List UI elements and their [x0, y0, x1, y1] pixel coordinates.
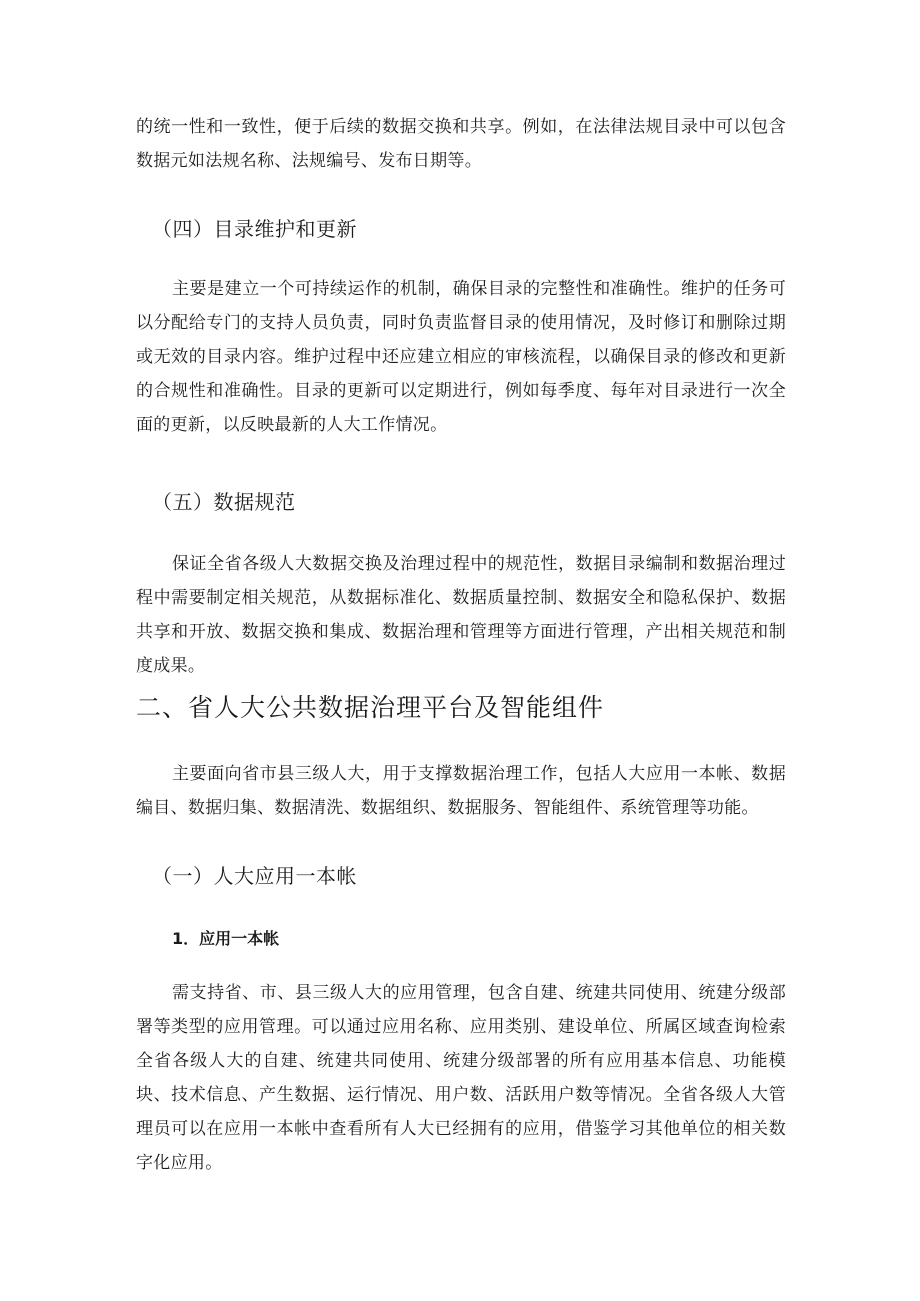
chapter-heading-platform: 二、省人大公共数据治理平台及智能组件	[136, 693, 605, 722]
paragraph-maintenance: 主要是建立一个可持续运作的机制，确保目录的完整性和准确性。维护的任务可以分配给专门的支持人员负责，同时负责监督目录的使用情况，及时修订和删除过期或无效的目录内容。维护过程中还应建立相应的审核流程，以确保目录的修改和更新的合规性和准确性。目录的更新可以定期进行，例如每季度、每年对目录进行一次全面的更新，以反映最新的人大工作情况。	[136, 279, 786, 435]
section-heading-app-ledger: （一）人大应用一本帐	[152, 864, 357, 888]
paragraph-platform: 主要面向省市县三级人大，用于支撑数据治理工作，包括人大应用一本帐、数据编目、数据归集、数据清洗、数据组织、数据服务、智能组件、系统管理等功能。	[136, 764, 786, 818]
paragraph-data-spec: 保证全省各级人大数据交换及治理过程中的规范性，数据目录编制和数据治理过程中需要制定相关规范，从数据标准化、数据质量控制、数据安全和隐私保护、数据共享和开放、数据交换和集成、数据治理和管理等方面进行管理，产出相关规范和制度成果。	[136, 554, 786, 676]
section-heading-data-spec: （五）数据规范	[152, 490, 296, 514]
section-heading-maintenance: （四）目录维护和更新	[152, 217, 357, 241]
paragraph-app-ledger: 需支持省、市、县三级人大的应用管理，包含自建、统建共同使用、统建分级部署等类型的应用管理。可以通过应用名称、应用类别、建设单位、所属区域查询检索全省各级人大的自建、统建共同使用、统建分级部署的所有应用基本信息、功能模块、技术信息、产生数据、运行情况、用户数、活跃用户数等情况。全省各级人大管理员可以在应用一本帐中查看所有人大已经拥有的应用，借鉴学习其他单位的相关数字化应用。	[136, 983, 786, 1173]
subsection-heading-app-ledger: 1．应用一本帐	[172, 929, 280, 948]
paragraph-continuation: 的统一性和一致性，便于后续的数据交换和共享。例如，在法律法规目录中可以包含数据元如法规名称、法规编号、发布日期等。	[136, 117, 786, 171]
